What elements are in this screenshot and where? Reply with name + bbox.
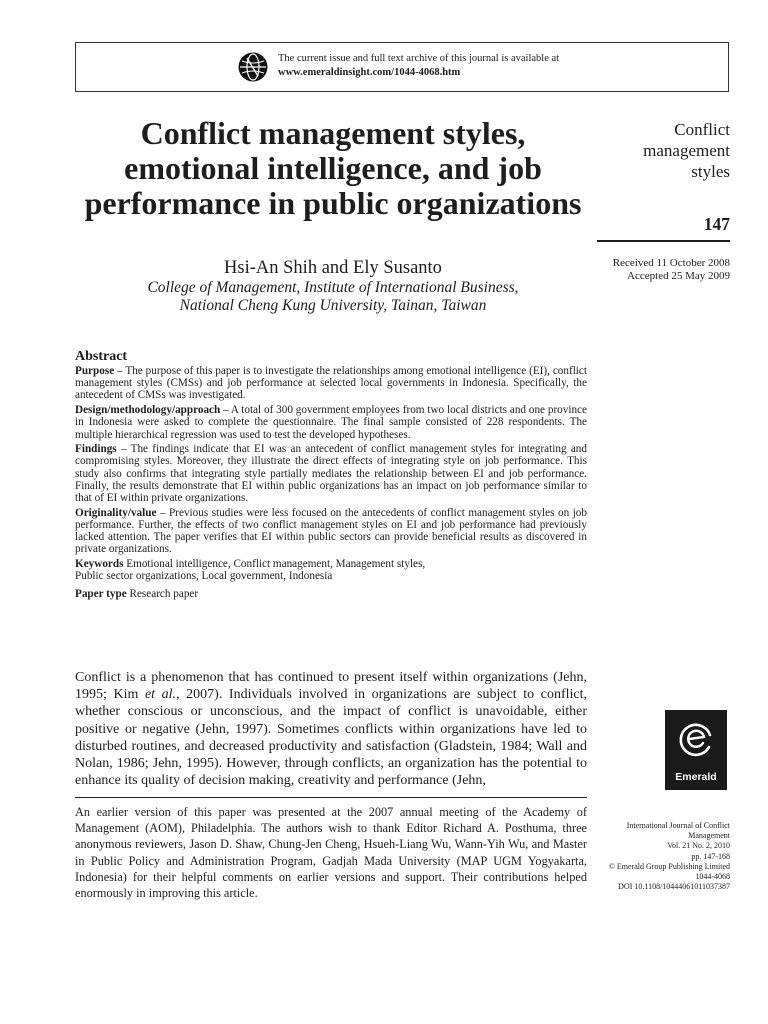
running-head-line: Conflict (674, 120, 730, 139)
journal-info-line: DOI 10.1108/10444061011037387 (618, 882, 730, 892)
section-label: Paper type (75, 588, 127, 601)
section-label: Findings (75, 443, 117, 456)
footnote-rule (75, 797, 587, 798)
section-text: Research paper (126, 588, 199, 601)
accepted-date: Accepted 25 May 2009 (627, 270, 730, 282)
section-text: Emotional intelligence, Conflict management, Management styles, (123, 558, 426, 571)
affiliation-line: National Cheng Kung University, Tainan, Taiwan (179, 297, 487, 314)
journal-info-line: International Journal of Conflict (626, 821, 730, 830)
running-head-line: management (643, 141, 730, 160)
page-number: 147 (703, 214, 730, 234)
article-title: Conflict management styles, emotional intelligence, and job performance in public organizations (84, 115, 582, 221)
body-text: , 2007). Individuals involved in organizations are subject to conflict, whether conscious or unconscious, and the impact of conflict is unavoidable, either positive or negative (Jehn, 1997). Sometimes conflicts within organizations have led to disturbed routines, and decreased productivity and satisfaction (Gladstein, 1984; Wall and Nolan, 1986; Jehn, 1995). However, through conflicts, an organization has the potential to enhance its quality of decision making, creativity and performance (Jehn, (75, 687, 587, 789)
abstract-keywords (75, 558, 587, 582)
journal-archive-banner (75, 42, 729, 92)
section-label: Design/methodology/approach (75, 404, 221, 417)
author-names: Hsi-An Shih and Ely Susanto (224, 258, 442, 278)
abstract-body (75, 365, 587, 603)
affiliation-line: College of Management, Institute of International Business, (147, 279, 519, 296)
journal-info-line: © Emerald Group Publishing Limited (608, 861, 730, 871)
emerald-logo (665, 710, 727, 790)
running-head (600, 119, 730, 182)
banner-text: The current issue and full text archive of this journal is available at (278, 53, 560, 64)
submission-dates (600, 257, 730, 283)
emerald-swirl-icon (676, 718, 716, 764)
journal-info (590, 821, 730, 892)
abstract-findings (75, 443, 587, 504)
body-text: Conflict is a phenomenon that has continued to present itself within organizations (Jehn, 1995; Kim (75, 670, 587, 703)
globe-icon (238, 52, 268, 82)
journal-info-line: 1044-4068 (695, 872, 730, 882)
journal-info-line: Management (688, 831, 730, 841)
journal-info-line: pp. 147-168 (691, 851, 730, 861)
journal-info-line: Vol. 21 No. 2, 2010 (667, 841, 730, 851)
body-paragraph (75, 669, 587, 789)
abstract-heading: Abstract (75, 349, 128, 364)
running-head-line: styles (691, 162, 730, 181)
section-text: – The purpose of this paper is to investigate the relationships among emotional intelligence (EI), conflict management styles (CMSs) and job performance at selected local governments in Indonesia. Specifically, the antecedent of CMSs was investigated. (75, 365, 587, 402)
received-date: Received 11 October 2008 (612, 257, 730, 269)
section-text: – A total of 300 government employees from two local districts and one province in Indonesia were asked to complete the questionnaire. The final sample consisted of 228 respondents. The multiple hierarchical regression was used to test the developed hypotheses. (75, 404, 587, 441)
author-affiliation (78, 279, 588, 315)
abstract-design (75, 404, 587, 441)
section-text: Public sector organizations, Local government, Indonesia (75, 570, 333, 583)
section-label: Originality/value (75, 506, 157, 519)
emerald-logo-text: Emerald (675, 771, 717, 783)
journal-url-link[interactable]: www.emeraldinsight.com/1044-4068.htm (278, 67, 461, 78)
section-label: Purpose (75, 365, 115, 377)
et-al-text: et al. (144, 687, 177, 703)
abstract-purpose (75, 365, 587, 402)
section-text: – Previous studies were less focused on the antecedents of conflict management styles on job performance. Further, the effects of two conflict management styles on EI and job performance had previously lacked attention. The paper verifies that EI within public sectors can provide beneficial results as discovered in private organizations. (75, 506, 587, 556)
section-label: Keywords (75, 558, 124, 571)
abstract-originality (75, 507, 587, 556)
footnote: An earlier version of this paper was presented at the 2007 annual meeting of the Academy of Management (AOM), Philadelphia. The authors wish to thank Editor Richard A. Posthuma, three anonymous reviewers, Jason D. Shaw, Chung-Jen Cheng, Hsueh-Liang Wu, Wann-Yih Wu, and Master in Public Policy and Administration Program, Gadjah Mada University (MAP UGM Yogyakarta, Indonesia) for their helpful comments on earlier versions and support. Their contributions helped enormously in improving this article. (75, 805, 587, 901)
abstract-paper-type (75, 588, 587, 600)
header-rule (597, 240, 730, 242)
section-text: – The findings indicate that EI was an antecedent of conflict management styles for integrating and compromising styles. Moreover, they illustrate the direct effects of integrating style on job performance. This study also confirms that integrating style partially mediates the relationship between EI and job performance. Finally, the results demonstrate that EI within public organizations has an impact on job performance similar to that of EI within private organizations. (75, 443, 587, 505)
